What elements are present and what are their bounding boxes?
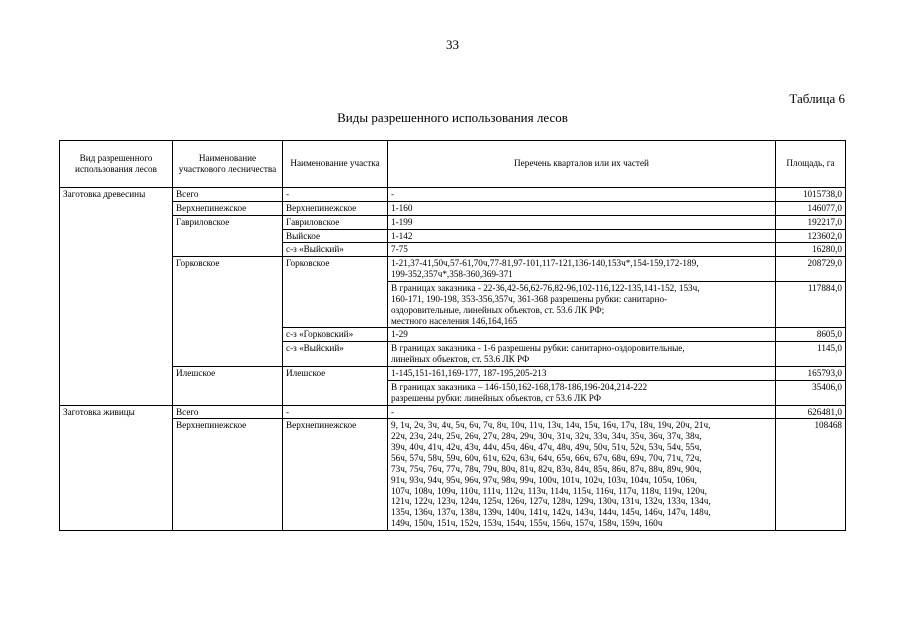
page-number: 33 <box>446 37 459 52</box>
header-forestry: Наименование участкового лесничества <box>173 141 283 188</box>
table-row <box>60 282 846 328</box>
plot-cell: Верхнепинежское <box>283 419 388 531</box>
forestry-cell <box>173 229 283 243</box>
table-row <box>60 342 846 367</box>
forestry-cell <box>173 243 283 257</box>
quarters-cell: 1-142 <box>388 229 776 243</box>
use-type-cell <box>60 380 173 405</box>
header-use-type: Вид разрешенного использования лесов <box>60 141 173 188</box>
quarters-cell: 7-75 <box>388 243 776 257</box>
plot-cell: Горковское <box>283 257 388 282</box>
plot-cell: - <box>283 188 388 202</box>
area-cell: 165793,0 <box>776 367 846 381</box>
use-type-cell <box>60 282 173 328</box>
use-type-cell <box>60 201 173 215</box>
area-cell: 192217,0 <box>776 215 846 229</box>
plot-cell <box>283 380 388 405</box>
table-row <box>60 257 846 282</box>
area-cell: 208729,0 <box>776 257 846 282</box>
plot-cell: Верхнепинежское <box>283 201 388 215</box>
forestry-cell: Горковское <box>173 257 283 282</box>
use-type-cell: Заготовка древесины <box>60 188 173 202</box>
quarters-cell: 1-199 <box>388 215 776 229</box>
table-row <box>60 243 846 257</box>
forestry-cell: Гавриловское <box>173 215 283 229</box>
document-title: Виды разрешенного использования лесов <box>337 110 568 125</box>
forestry-cell <box>173 342 283 367</box>
quarters-cell: 1-21,37-41,50ч,57-61,70ч,77-81,97-101,117-121,136-140,153ч*,154-159,172-189, 199-352,357ч*,358-360,369-371 <box>388 257 776 282</box>
quarters-cell: - <box>388 188 776 202</box>
table-label: Таблица 6 <box>789 91 845 106</box>
forestry-cell <box>173 282 283 328</box>
area-cell: 108468 <box>776 419 846 531</box>
quarters-cell: В границах заказника - 1-6 разрешены рубки: санитарно-оздоровительные, линейных объектов, ст. 53.6 ЛК РФ <box>388 342 776 367</box>
use-type-cell <box>60 328 173 342</box>
table-row <box>60 367 846 381</box>
table-row <box>60 419 846 531</box>
area-cell: 35406,0 <box>776 380 846 405</box>
table-row <box>60 380 846 405</box>
header-plot: Наименование участка <box>283 141 388 188</box>
area-cell: 146077,0 <box>776 201 846 215</box>
quarters-cell: 1-160 <box>388 201 776 215</box>
use-type-cell <box>60 257 173 282</box>
plot-cell: Гавриловское <box>283 215 388 229</box>
use-type-cell <box>60 419 173 531</box>
forestry-cell: Всего <box>173 405 283 419</box>
use-type-cell <box>60 342 173 367</box>
area-cell: 123602,0 <box>776 229 846 243</box>
use-type-cell <box>60 215 173 229</box>
plot-cell: - <box>283 405 388 419</box>
plot-cell: с-з «Горковский» <box>283 328 388 342</box>
quarters-cell: В границах заказника - 22-36,42-56,62-76,82-96,102-116,122-135,141-152, 153ч, 160-171, 190-198, 353-356,357ч, 361-368 разрешены рубки: санитарно- оздоровительные, линейных объектов, ст. 53.6 ЛК РФ; местного населения 146,164,165 <box>388 282 776 328</box>
table-row <box>60 229 846 243</box>
table-row <box>60 405 846 419</box>
quarters-cell: 1-145,151-161,169-177, 187-195,205-213 <box>388 367 776 381</box>
forestry-cell: Верхнепинежское <box>173 201 283 215</box>
table-row <box>60 188 846 202</box>
table-row <box>60 215 846 229</box>
table-row <box>60 201 846 215</box>
plot-cell <box>283 282 388 328</box>
forestry-cell: Илешское <box>173 367 283 381</box>
use-type-cell <box>60 229 173 243</box>
quarters-cell: - <box>388 405 776 419</box>
area-cell: 16280,0 <box>776 243 846 257</box>
quarters-cell: 1-29 <box>388 328 776 342</box>
area-cell: 117884,0 <box>776 282 846 328</box>
header-quarters: Перечень кварталов или их частей <box>388 141 776 188</box>
quarters-cell: 9, 1ч, 2ч, 3ч, 4ч, 5ч, 6ч, 7ч, 8ч, 10ч, 11ч, 13ч, 14ч, 15ч, 16ч, 17ч, 18ч, 19ч, 20ч, 21ч, 22ч, 23ч, 24ч, 25ч, 26ч, 27ч, 28ч, 29ч, 30ч, 31ч, 32ч, 33ч, 34ч, 35ч, 36ч, 37ч, 38ч, 39ч, 40ч, 41ч, 42ч, 43ч, 44ч, 45ч, 46ч, 47ч, 48ч, 49ч, 50ч, 51ч, 52ч, 53ч, 54ч, 55ч, 56ч, 57ч, 58ч, 59ч, 60ч, 61ч, 62ч, 63ч, 64ч, 65ч, 66ч, 67ч, 68ч, 69ч, 70ч, 71ч, 72ч, 73ч, 75ч, 76ч, 77ч, 78ч, 79ч, 80ч, 81ч, 82ч, 83ч, 84ч, 85ч, 86ч, 87ч, 88ч, 89ч, 90ч, 91ч, 93ч, 94ч, 95ч, 96ч, 97ч, 98ч, 99ч, 100ч, 101ч, 102ч, 103ч, 104ч, 105ч, 106ч, 107ч, 108ч, 109ч, 110ч, 111ч, 112ч, 113ч, 114ч, 115ч, 116ч, 117ч, 118ч, 119ч, 120ч, 121ч, 122ч, 123ч, 124ч, 125ч, 126ч, 127ч, 128ч, 129ч, 130ч, 131ч, 132ч, 133ч, 134ч, 135ч, 136ч, 137ч, 138ч, 139ч, 140ч, 141ч, 142ч, 143ч, 144ч, 145ч, 146ч, 147ч, 148ч, 149ч, 150ч, 151ч, 152ч, 153ч, 154ч, 155ч, 156ч, 157ч, 158ч, 159ч, 160ч <box>388 419 776 531</box>
area-cell: 626481,0 <box>776 405 846 419</box>
area-cell: 1015738,0 <box>776 188 846 202</box>
use-type-cell: Заготовка живицы <box>60 405 173 419</box>
plot-cell: с-з «Выйский» <box>283 243 388 257</box>
forestry-cell <box>173 380 283 405</box>
forestry-cell <box>173 328 283 342</box>
header-row <box>60 141 846 188</box>
plot-cell: Выйское <box>283 229 388 243</box>
header-area: Площадь, га <box>776 141 846 188</box>
forestry-cell: Всего <box>173 188 283 202</box>
forest-use-table <box>59 140 846 531</box>
forestry-cell: Верхнепинежское <box>173 419 283 531</box>
plot-cell: с-з «Выйский» <box>283 342 388 367</box>
use-type-cell <box>60 367 173 381</box>
quarters-cell: В границах заказника – 146-150,162-168,178-186,196-204,214-222 разрешены рубки: линейных объектов, ст 53.6 ЛК РФ <box>388 380 776 405</box>
plot-cell: Илешское <box>283 367 388 381</box>
use-type-cell <box>60 243 173 257</box>
area-cell: 8605,0 <box>776 328 846 342</box>
table-row <box>60 328 846 342</box>
area-cell: 1145,0 <box>776 342 846 367</box>
